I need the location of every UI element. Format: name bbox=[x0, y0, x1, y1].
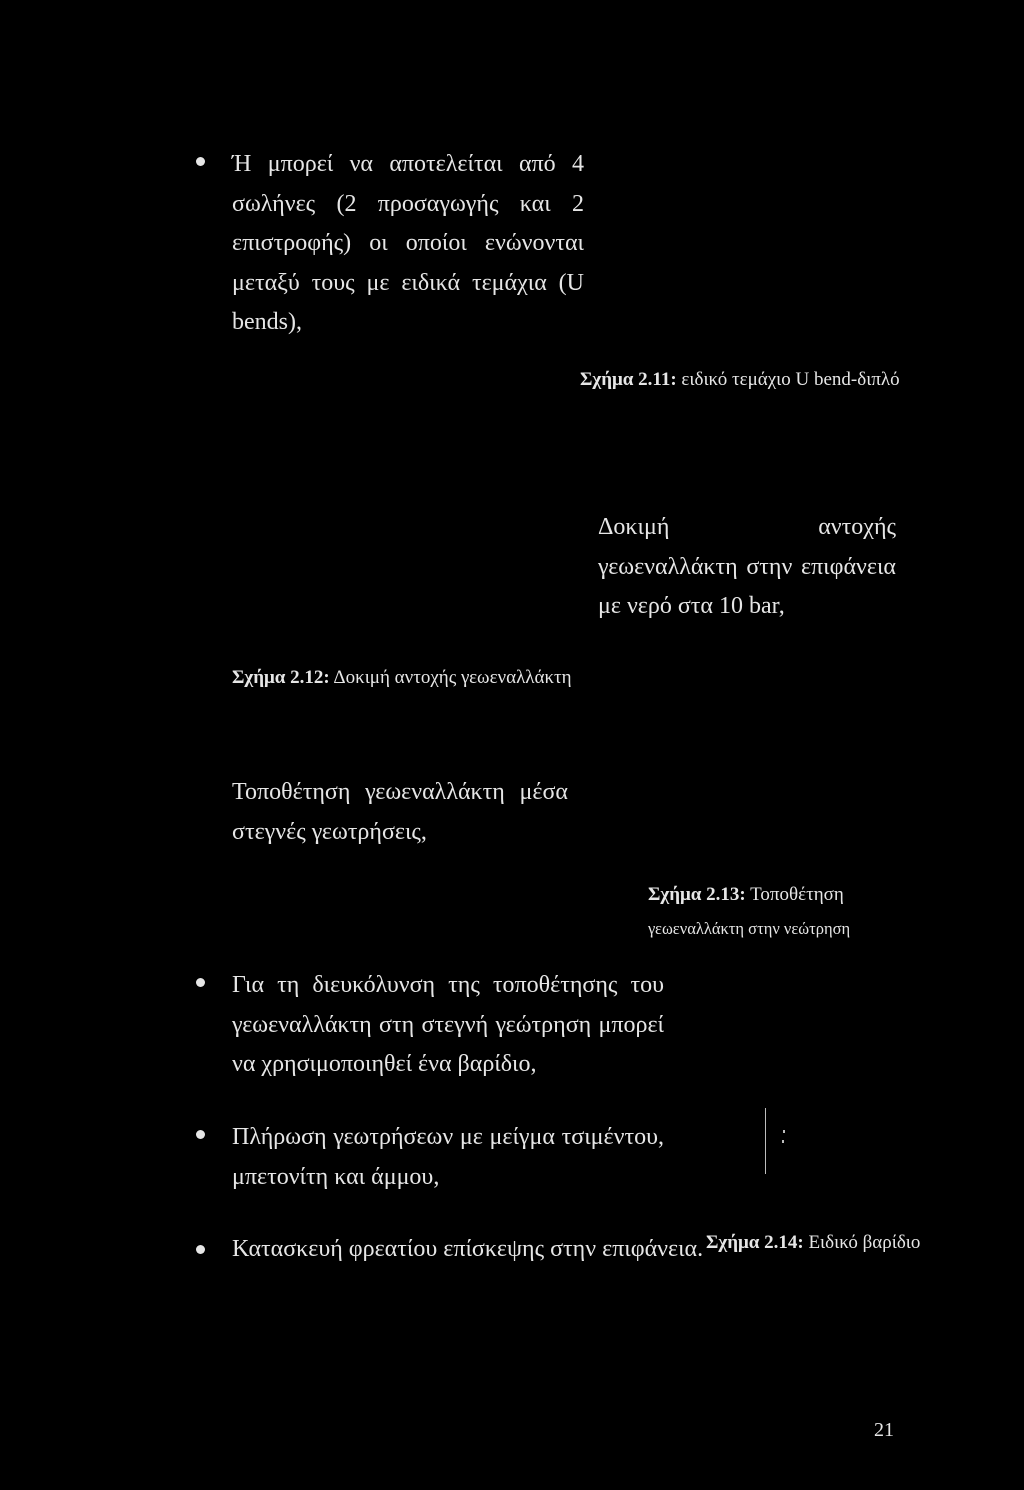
figure-caption-text: Ειδικό βαρίδιο bbox=[808, 1232, 921, 1253]
bullet-text-manhole: Κατασκευή φρεατίου επίσκεψης στην επιφάνεια. bbox=[232, 1236, 704, 1262]
paragraph-placement: Τοποθέτηση γεωεναλλάκτη μέσα στεγνές γεωτρήσεις, bbox=[232, 779, 568, 845]
figure-caption-2-13-line2: γεωεναλλάκτη στην νεώτρηση bbox=[648, 919, 851, 938]
figure-caption-text: ειδικό τεμάχιο U bend-διπλό bbox=[681, 369, 900, 390]
bullet-text-u-bends: Ή μπορεί να αποτελείται από 4 σωλήνες (2 προσαγωγής και 2 επιστροφής) οι οποίοι ενώνονται μεταξύ τους με ειδικά τεμάχια (U bends), bbox=[232, 151, 584, 335]
figure-caption-2-14 bbox=[706, 1229, 920, 1257]
figure-remnant-dot bbox=[783, 1130, 785, 1133]
bullet-text-weight: Για τη διευκόλυνση της τοποθέτησης του γεωεναλλάκτη στη στεγνή γεώτρηση μπορεί να χρησιμοποιηθεί ένα βαρίδιο, bbox=[232, 972, 664, 1077]
figure-remnant-dot bbox=[782, 1140, 784, 1143]
figure-caption-2-11 bbox=[580, 366, 900, 394]
page-number: 21 bbox=[874, 1419, 894, 1441]
figure-label: Σχήμα 2.12: bbox=[232, 667, 330, 688]
figure-remnant-line bbox=[765, 1108, 766, 1174]
bullet-marker bbox=[196, 1130, 205, 1139]
paragraph-pressure-test: Δοκιμή αντοχής γεωεναλλάκτη στην επιφάνεια με νερό στα 10 bar, bbox=[598, 514, 896, 619]
figure-caption-text: Τοποθέτηση bbox=[750, 884, 844, 905]
bullet-text-grouting: Πλήρωση γεωτρήσεων με μείγμα τσιμέντου, μπετονίτη και άμμου, bbox=[232, 1124, 664, 1190]
bullet-marker bbox=[196, 1245, 205, 1254]
bullet-marker bbox=[196, 157, 205, 166]
figure-caption-text: Δοκιμή αντοχής γεωεναλλάκτη bbox=[333, 667, 572, 688]
figure-caption-2-13 bbox=[648, 881, 844, 909]
figure-label: Σχήμα 2.14: bbox=[706, 1232, 804, 1253]
figure-label: Σχήμα 2.13: bbox=[648, 884, 746, 905]
figure-caption-2-12 bbox=[232, 664, 572, 692]
figure-label: Σχήμα 2.11: bbox=[580, 369, 677, 390]
bullet-marker bbox=[196, 978, 205, 987]
